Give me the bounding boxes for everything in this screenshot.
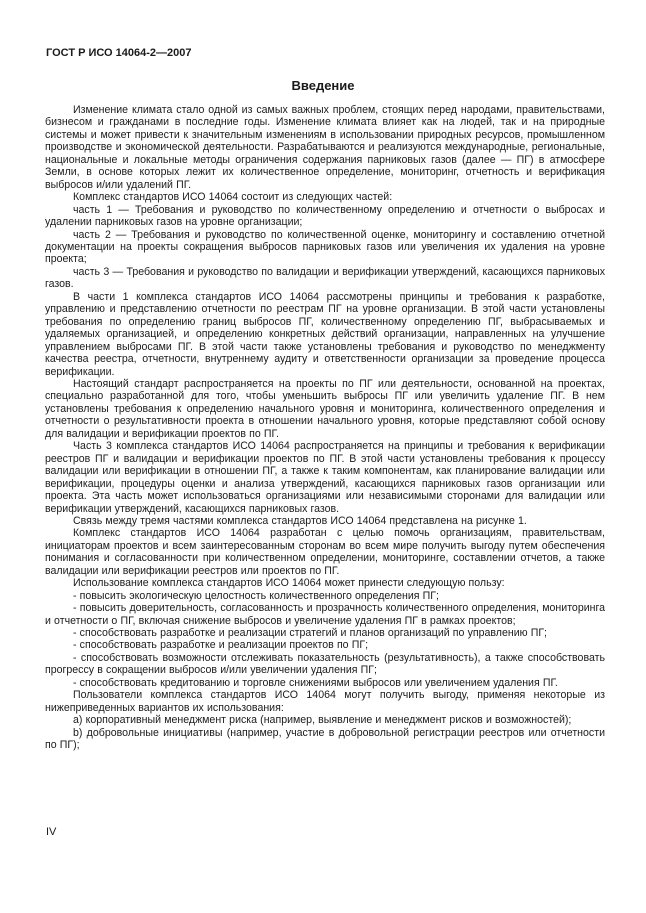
section-title: Введение xyxy=(291,78,355,93)
paragraph: Пользователи комплекса стандартов ИСО 14064 могут получить выгоду, применяя некоторые из нижеприведенных вариантов их использования: xyxy=(45,689,605,714)
paragraph: Часть 3 комплекса стандартов ИСО 14064 распространяется на принципы и требования к верификации реестров ПГ и валидации и верификации проектов по ПГ. В этой части установлены требования к процессу валидации или верификации в отношении ПГ, а также к таким компонентам, как планирование валидации или верификации, процедуры оценки и анализа утверждений, касающихся парниковых газов организации или проекта. Эта часть может использоваться организациями или независимыми сторонами для валидации или верификации утверждений, касающихся парниковых газов. xyxy=(45,440,605,515)
paragraph: Комплекс стандартов ИСО 14064 разработан с целью помочь организациям, правительствам, инициаторам проектов и всем заинтересованным сторонам во всем мире получить выгоду путем обеспечения понимания и согласованности при количественном определении, мониторинге, составлении отчетов, а также валидации или верификации реестров или проектов по ПГ. xyxy=(45,527,605,577)
list-item-benefit: - способствовать разработке и реализации проектов по ПГ; xyxy=(73,639,369,652)
paragraph: В части 1 комплекса стандартов ИСО 14064 рассмотрены принципы и требования к разработке, управлению и представлению отчетности по реестрам ПГ на уровне организации. В этой части установлены требования по определению границ выбросов ПГ, количественному определению ПГ, выбрасываемых и удаляемых организацией, и определению конкретных действий организации, направленных на улучшение управлением выбросами ПГ. В этой части также установлены требования и руководство по менеджменту качества реестра, отчетности, внутреннему аудиту и ответственности организации за проведение процесса верификации. xyxy=(45,290,605,378)
paragraph: часть 2 — Требования и руководство по количественной оценке, мониторингу и составлению отчетной документации на проекты сокращения выбросов парниковых газов или увеличения их удаления на уровне проекта; xyxy=(45,228,605,266)
paragraph: Связь между тремя частями комплекса стандартов ИСО 14064 представлена на рисунке 1. xyxy=(73,514,527,527)
paragraph: часть 1 — Требования и руководство по количественному определению и отчетности о выбросах и удалении парниковых газов на уровне организации; xyxy=(45,203,605,229)
list-item-usage: a) корпоративный менеджмент риска (например, выявление и менеджмент рисков и возможностей); xyxy=(73,714,572,727)
list-item-benefit: - повысить экологическую целостность количественного определения ПГ; xyxy=(73,589,439,602)
list-item-benefit: - повысить доверительность, согласованность и прозрачность количественного определения, мониторинга и отчетности о ПГ, включая снижение выбросов и увеличение удаления ПГ в рамках проектов; xyxy=(45,602,605,627)
page-number: IV xyxy=(46,826,57,838)
body-text xyxy=(45,104,605,752)
paragraph: часть 3 — Требования и руководство по валидации и верификации утверждений, касающихся парниковых газов. xyxy=(45,265,605,291)
paragraph: Комплекс стандартов ИСО 14064 состоит из следующих частей: xyxy=(73,191,393,204)
standard-designation: ГОСТ Р ИСО 14064-2—2007 xyxy=(46,47,192,59)
list-item-benefit: - способствовать кредитованию и торговле снижениями выбросов или увеличением удаления ПГ. xyxy=(73,676,558,689)
paragraph: Использование комплекса стандартов ИСО 14064 может принести следующую пользу: xyxy=(73,577,505,590)
paragraph: Изменение климата стало одной из самых важных проблем, стоящих перед народами, правительствами, бизнесом и гражданами в последние годы. Изменение климата влияет как на людей, так и на природные системы и может привести к значительным изменениям в использовании природных ресурсов, промышленном производстве и экономической деятельности. Разрабатываются и реализуются международные, региональные, национальные и локальные методы ограничения содержания парниковых газов (далее — ПГ) в атмосфере Земли, в основе которых лежит их количественное определение, мониторинг, отчетность и верификация выбросов и/или удалений ПГ. xyxy=(45,104,605,191)
list-item-benefit: - способствовать разработке и реализации стратегий и планов организаций по управлению ПГ; xyxy=(73,627,548,640)
paragraph: Настоящий стандарт распространяется на проекты по ПГ или деятельности, основанной на проектах, специально разработанной для того, чтобы уменьшить выбросы ПГ или увеличить удаление ПГ. В нем установлены требования к определению начального уровня и мониторинга, количественного определения и отчетности о результативности проекта в отношении начального уровня, которые представляют собой основу для валидации и верификации проектов по ПГ. xyxy=(45,377,605,440)
list-item-benefit: - способствовать возможности отслеживать показательность (результативность), а также способствовать прогрессу в сокращении выбросов и/или увеличении удаления ПГ; xyxy=(45,651,605,677)
list-item-usage: b) добровольные инициативы (например, участие в добровольной регистрации реестров или отчетности по ПГ); xyxy=(45,726,605,752)
